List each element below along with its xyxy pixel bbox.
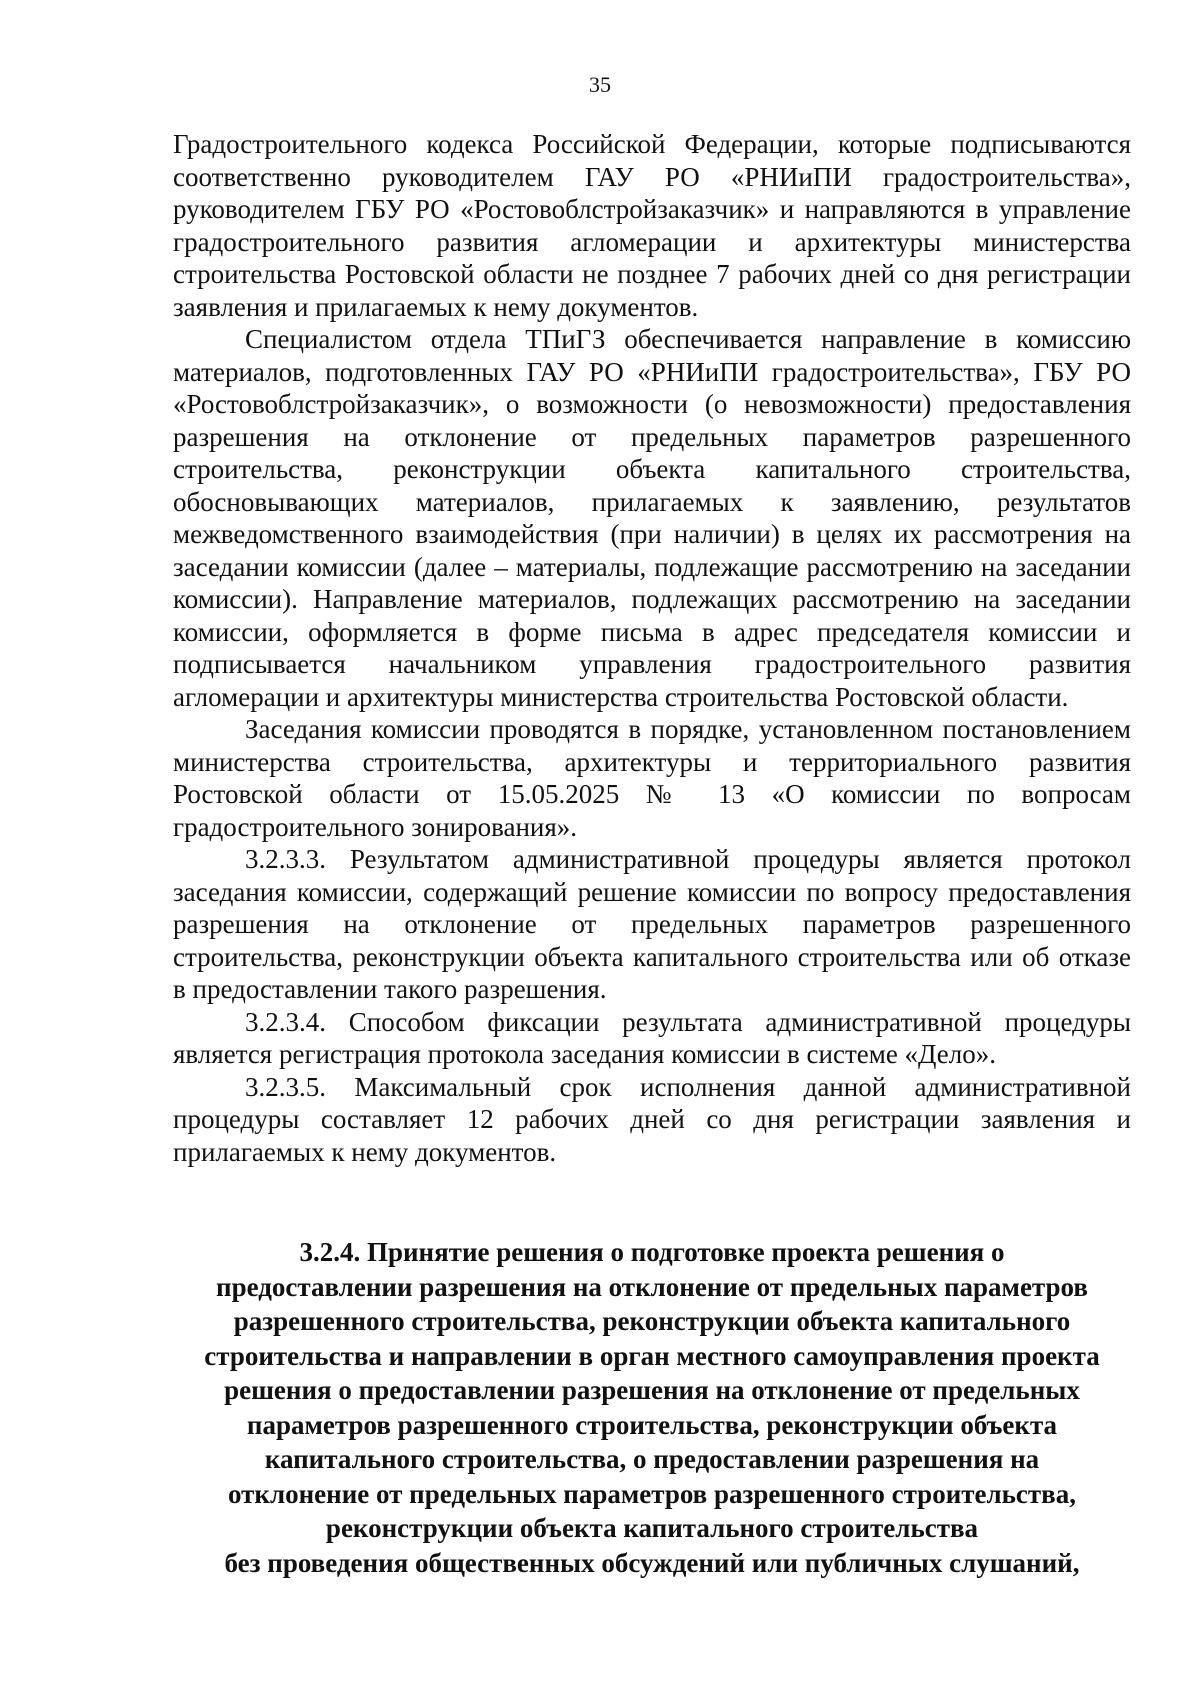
heading-line: без проведения общественных обсуждений или публичных слушаний, (224, 1547, 1080, 1578)
paragraph-materials-submission: Специалистом отдела ТПиГЗ обеспечивается направление в комиссию материалов, подготовленных ГАУ РО «РНИиПИ градостроительства», ГБУ РО «Ростовоблстройзаказчик», о возможности (о невозможности) предоставления разрешения на отклонение от предельных параметров разрешенного строительства, реконструкции объекта капитального строительства, обосновывающих материалов, прилагаемых к заявлению, результатов межведомственного взаимодействия (при наличии) в целях их рассмотрения на заседании комиссии (далее – материалы, подлежащие рассмотрению на заседании комиссии). Направление материалов, подлежащих рассмотрению на заседании комиссии, оформляется в форме письма в адрес председателя комиссии и подписывается начальником управления градостроительного развития агломерации и архитектуры министерства строительства Ростовской области. (173, 324, 1131, 712)
paragraph-3-2-3-4: 3.2.3.4. Способом фиксации результата административной процедуры является регистрация протокола заседания комиссии в системе «Дело». (173, 1006, 1131, 1069)
paragraph-3-2-3-3: 3.2.3.3. Результатом административной процедуры является протокол заседания комиссии, содержащий решение комиссии по вопросу предоставления разрешения на отклонение от предельных параметров разрешенного строительства, реконструкции объекта капитального строительства или об отказе в предоставлении такого разрешения. (173, 844, 1131, 1004)
heading-line: реконструкции объекта капитального строительства (325, 1513, 979, 1543)
heading-line: 3.2.4. Принятие решения о подготовке проекта решения о (299, 1237, 1005, 1267)
paragraph-3-2-3-5: 3.2.3.5. Максимальный срок исполнения данной административной процедуры составляет 12 рабочих дней со дня регистрации заявления и прилагаемых к нему документов. (173, 1071, 1131, 1167)
heading-line: предоставлении разрешения на отклонение от предельных параметров (216, 1271, 1088, 1302)
paragraph-commission-meetings: Заседания комиссии проводятся в порядке, установленном постановлением министерства строительства, архитектуры и территориального развития Ростовской области от 15.05.2025 № 13 «О комиссии по вопросам градостроительного зонирования». (173, 714, 1131, 842)
page-number: 35 (589, 72, 611, 97)
heading-line: разрешенного строительства, реконструкции объекта капитального (233, 1306, 1071, 1336)
heading-line: отклонение от предельных параметров разрешенного строительства, (227, 1478, 1077, 1509)
heading-line: капитального строительства, о предоставлении разрешения на (264, 1444, 1040, 1474)
section-heading-3-2-4 (173, 1235, 1131, 1580)
heading-line: параметров разрешенного строительства, реконструкции объекта (246, 1409, 1058, 1440)
body-text (173, 128, 1131, 1168)
heading-line: решения о предоставлении разрешения на отклонение от предельных (224, 1375, 1080, 1405)
paragraph-continuation: Градостроительного кодекса Российской Федерации, которые подписываются соответственно руководителем ГАУ РО «РНИиПИ градостроительства», руководителем ГБУ РО «Ростовоблстройзаказчик» и направляются в управление градостроительного развития агломерации и архитектуры министерства строительства Ростовской области не позднее 7 рабочих дней со дня регистрации заявления и прилагаемых к нему документов. (173, 129, 1131, 322)
heading-line: строительства и направлении в орган местного самоуправления проекта (204, 1340, 1100, 1371)
